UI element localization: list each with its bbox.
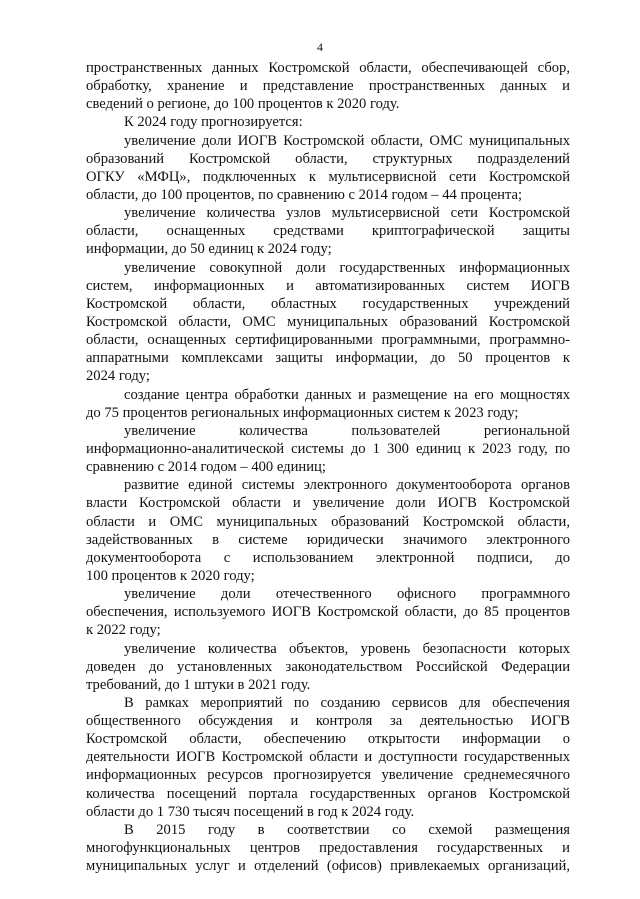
paragraph-line: аппаратными комплексами защиты информации, до 50 процентов к bbox=[86, 350, 570, 367]
paragraph-line: области, оснащенных средствами криптографической защиты bbox=[86, 223, 570, 240]
paragraph-line: к 2022 году; bbox=[86, 622, 161, 639]
paragraph bbox=[86, 821, 570, 875]
paragraph-line: области, оснащенных сертифицированными программными, программно- bbox=[86, 332, 570, 349]
paragraph-line: области и ОМС муниципальных образований Костромской области, bbox=[86, 513, 570, 530]
paragraph-line: общественного обсуждения и контроля за деятельностью ИОГВ bbox=[86, 713, 570, 730]
paragraph-line: информации, до 50 единиц к 2024 году; bbox=[86, 241, 332, 258]
paragraph-line: многофункциональных центров предоставления государственных и bbox=[86, 840, 570, 857]
paragraph-line: Костромской области, обеспечению открытости информации о bbox=[86, 731, 570, 748]
paragraph-line: образований Костромской области, структурных подразделений bbox=[86, 150, 570, 167]
paragraph bbox=[86, 386, 570, 422]
paragraph-line: увеличение совокупной доли государственных информационных bbox=[124, 259, 570, 276]
paragraph-line: 100 процентов к 2020 году; bbox=[86, 567, 255, 584]
paragraph-line: задействованных в системе юридически значимого электронного bbox=[86, 531, 570, 548]
paragraph-line: создание центра обработки данных и размещение на его мощностях bbox=[124, 386, 570, 403]
paragraph-line: требований, до 1 штуки в 2021 году. bbox=[86, 676, 311, 693]
page-number: 4 bbox=[317, 40, 323, 54]
paragraph-line: информационных ресурсов прогнозируется увеличение среднемесячного bbox=[86, 767, 570, 784]
paragraph-line: систем, информационных и автоматизированных систем ИОГВ bbox=[86, 277, 570, 294]
paragraph-line: муниципальных услуг и отделений (офисов) привлекаемых организаций, bbox=[86, 858, 570, 875]
paragraph-line: 2024 году; bbox=[86, 368, 150, 385]
paragraph-line: области до 1 730 тысяч посещений в год к 2024 году. bbox=[86, 803, 415, 820]
paragraph-line: развитие единой системы электронного документооборота органов bbox=[124, 477, 570, 494]
paragraph-line: увеличение доли отечественного офисного программного bbox=[124, 586, 570, 603]
paragraph-line: доведен до установленных законодательством Российской Федерации bbox=[86, 658, 570, 675]
paragraph-line: количества посещений портала государственных органов Костромской bbox=[86, 785, 570, 802]
paragraph-line: увеличение количества объектов, уровень безопасности которых bbox=[124, 640, 570, 657]
paragraph-line: В 2015 году в соответствии со схемой размещения bbox=[124, 821, 570, 838]
paragraph-line: документооборота с использованием электронной подписи, до bbox=[86, 549, 570, 566]
paragraph bbox=[86, 694, 570, 821]
paragraph-line: до 75 процентов региональных информационных систем к 2023 году; bbox=[86, 404, 519, 421]
paragraph-line: увеличение доли ИОГВ Костромской области, ОМС муниципальных bbox=[124, 132, 570, 149]
paragraph bbox=[86, 476, 570, 585]
paragraph-line: К 2024 году прогнозируется: bbox=[124, 114, 303, 131]
paragraph bbox=[86, 204, 570, 258]
paragraph-line: сведений о регионе, до 100 процентов к 2020 году. bbox=[86, 96, 400, 113]
paragraph-line: власти Костромской области и увеличение доли ИОГВ Костромской bbox=[86, 495, 570, 512]
paragraph-line: деятельности ИОГВ Костромской области и доступности государственных bbox=[86, 749, 570, 766]
paragraph bbox=[86, 585, 570, 639]
paragraph-line: сравнению с 2014 годом – 400 единиц; bbox=[86, 459, 326, 476]
paragraph-line: ОГКУ «МФЦ», подключенных к мультисервисной сети Костромской bbox=[86, 168, 570, 185]
paragraph-line: увеличение количества узлов мультисервисной сети Костромской bbox=[124, 205, 570, 222]
paragraph-line: информационно-аналитической системы до 1 300 единиц к 2023 году, по bbox=[86, 440, 570, 457]
paragraph-line: увеличение количества пользователей региональной bbox=[124, 422, 570, 439]
paragraph bbox=[86, 640, 570, 694]
paragraph bbox=[86, 259, 570, 386]
paragraph-line: В рамках мероприятий по созданию сервисов для обеспечения bbox=[124, 694, 570, 711]
paragraph bbox=[86, 113, 570, 131]
paragraph-line: Костромской области, областных государственных учреждений bbox=[86, 295, 570, 312]
paragraph-line: обеспечения, используемого ИОГВ Костромской области, до 85 процентов bbox=[86, 604, 570, 621]
paragraph-line: обработку, хранение и представление пространственных данных и bbox=[86, 78, 570, 95]
paragraph-line: области, до 100 процентов, по сравнению с 2014 годом – 44 процента; bbox=[86, 186, 523, 203]
paragraph-line: Костромской области, ОМС муниципальных образований Костромской bbox=[86, 313, 570, 330]
paragraph-line: пространственных данных Костромской области, обеспечивающей сбор, bbox=[86, 60, 570, 76]
document-body bbox=[86, 59, 570, 875]
paragraph bbox=[86, 132, 570, 205]
paragraph bbox=[86, 59, 570, 113]
paragraph bbox=[86, 422, 570, 476]
